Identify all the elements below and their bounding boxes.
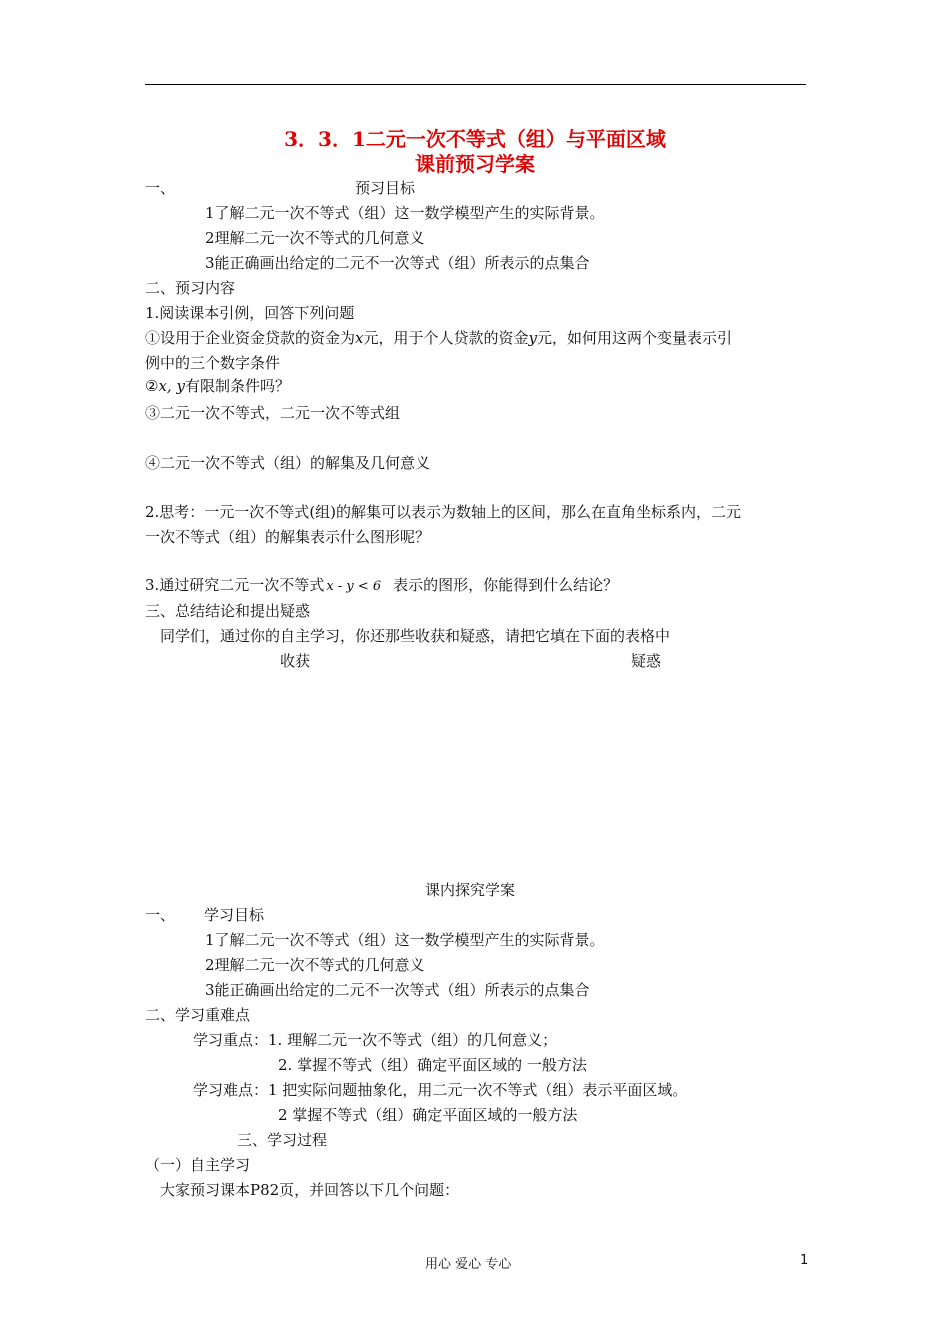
q1a-post: 元，如何用这两个变量表示引 xyxy=(536,329,732,347)
self-study-heading: （一）自主学习 xyxy=(145,1156,251,1174)
question-1: 1.阅读课本引例，回答下列问题 xyxy=(145,304,355,322)
key-point-1: 学习重点：1. 理解二元一次不等式（组）的几何意义； xyxy=(193,1031,558,1049)
inclass-goal-3: 3能正确画出给定的二元不一次等式（组）所表示的点集合 xyxy=(205,981,590,999)
preview-goal-2: 2理解二元一次不等式的几何意义 xyxy=(205,229,425,247)
key-point-2: 2. 掌握不等式（组）确定平面区域的 一般方法 xyxy=(278,1056,587,1074)
q3-post: 表示的图形，你能得到什么结论？ xyxy=(393,576,619,594)
preview-sec3-text: 同学们，通过你的自主学习，你还那些收获和疑惑，请把它填在下面的表格中 xyxy=(160,627,671,645)
q1a-mid: 元，用于个人贷款的资金 xyxy=(363,329,529,347)
var-x: x xyxy=(355,329,364,347)
q1b-text: 有限制条件吗？ xyxy=(184,377,290,395)
preview-sec3-title: 三、总结结论和提出疑惑 xyxy=(145,602,311,620)
inclass-goal-1: 1了解二元一次不等式（组）这一数学模型产生的实际背景。 xyxy=(205,931,605,949)
inclass-heading: 课内探究学案 xyxy=(425,881,516,899)
question-1a xyxy=(145,328,732,348)
var-y: y xyxy=(528,329,537,347)
q1b-mark: ② xyxy=(145,377,159,395)
question-1a-line2: 例中的三个数字条件 xyxy=(145,354,281,372)
table-col-gain: 收获 xyxy=(280,652,311,670)
question-1d: ④二元一次不等式（组）的解集及几何意义 xyxy=(145,454,431,472)
table-col-doubt: 疑惑 xyxy=(631,652,662,670)
question-2-line2: 一次不等式（组）的解集表示什么图形呢？ xyxy=(145,528,431,546)
self-study-text: 大家预习课本P82页，并回答以下几个问题： xyxy=(160,1181,460,1199)
preview-sec1-num: 一、 xyxy=(145,179,176,197)
inclass-sec2-title: 二、学习重难点 xyxy=(145,1006,251,1024)
inclass-sec1-title: 学习目标 xyxy=(204,906,265,924)
question-3 xyxy=(145,575,618,597)
q3-expression: x - y < 6 xyxy=(326,579,382,594)
page-number: 1 xyxy=(800,1253,809,1268)
question-1c: ③二元一次不等式，二元一次不等式组 xyxy=(145,404,401,422)
difficulty-2: 2 掌握不等式（组）确定平面区域的一般方法 xyxy=(278,1106,578,1124)
preview-goal-3: 3能正确画出给定的二元不一次等式（组）所表示的点集合 xyxy=(205,254,590,272)
question-2-line1: 2.思考：一元一次不等式(组)的解集可以表示为数轴上的区间，那么在直角坐标系内，二元 xyxy=(145,503,742,521)
q1a-pre: ①设用于企业资金贷款的资金为 xyxy=(145,329,356,347)
question-1b xyxy=(145,376,290,396)
preview-sec1-title: 预习目标 xyxy=(355,179,416,197)
doc-subtitle: 课前预习学案 xyxy=(415,152,535,176)
preview-goal-1: 1了解二元一次不等式（组）这一数学模型产生的实际背景。 xyxy=(205,204,605,222)
preview-sec2-title: 二、预习内容 xyxy=(145,279,236,297)
inclass-sec1-num: 一、 xyxy=(145,906,176,924)
doc-title: 3．3．1二元一次不等式（组）与平面区域 xyxy=(284,127,666,151)
header-rule xyxy=(145,84,806,85)
q3-pre: 3.通过研究二元一次不等式 xyxy=(145,576,325,594)
q1b-vars: x, y xyxy=(158,377,185,395)
inclass-goal-2: 2理解二元一次不等式的几何意义 xyxy=(205,956,425,974)
difficulty-1: 学习难点：1 把实际问题抽象化，用二元一次不等式（组）表示平面区域。 xyxy=(193,1081,688,1099)
footer-motto: 用心 爱心 专心 xyxy=(425,1257,512,1272)
inclass-sec3-title: 三、学习过程 xyxy=(237,1131,328,1149)
